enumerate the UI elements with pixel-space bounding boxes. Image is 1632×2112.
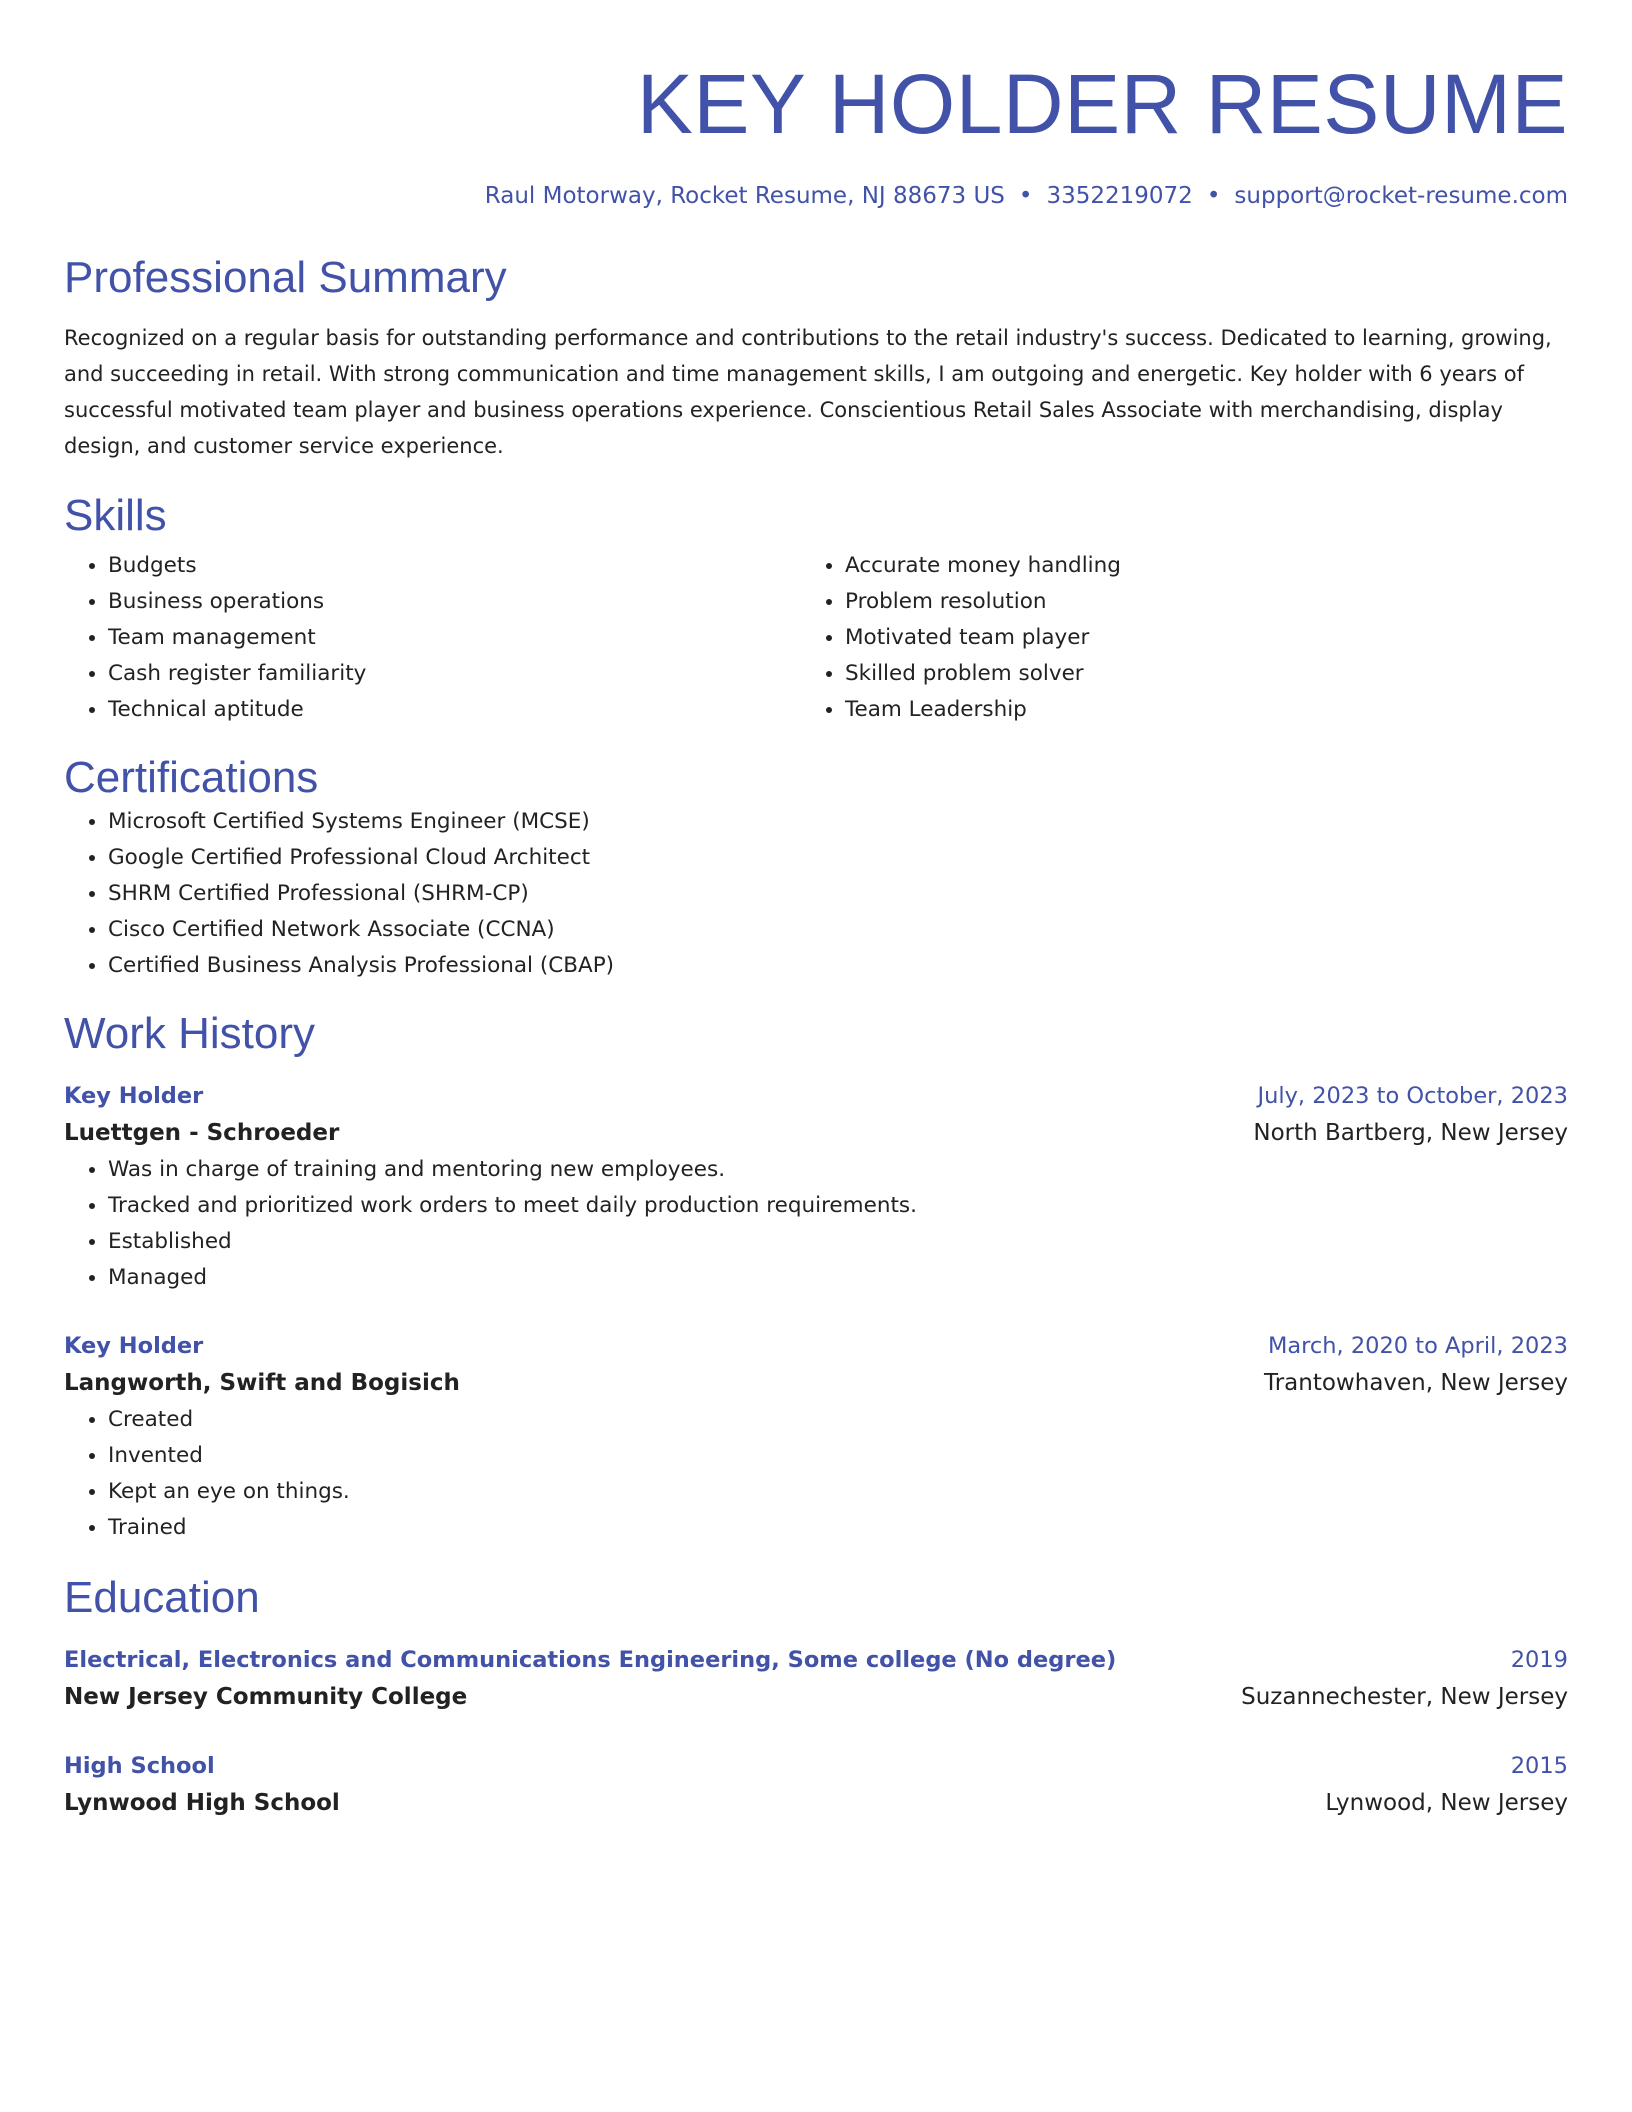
contact-phone: 3352219072	[1046, 183, 1193, 209]
job-employer: Luettgen - Schroeder	[64, 1120, 340, 1146]
contact-email: support@rocket-resume.com	[1234, 183, 1568, 209]
summary-heading: Professional Summary	[64, 253, 507, 302]
certification-item: • Cisco Certified Network Associate (CCNA)	[108, 912, 1568, 948]
skill-item: • Business operations	[108, 584, 801, 620]
job-header-row	[64, 1328, 1568, 1364]
skill-item: • Technical aptitude	[108, 692, 801, 728]
job-employer-row	[64, 1114, 1568, 1152]
job-duty: • Kept an eye on things.	[108, 1474, 1568, 1510]
job-duty: • Trained	[108, 1510, 1568, 1546]
education-location: Lynwood, New Jersey	[1325, 1790, 1568, 1816]
education-school-row	[64, 1784, 1568, 1822]
job-location: North Bartberg, New Jersey	[1253, 1120, 1568, 1146]
certifications-heading: Certifications	[64, 753, 319, 802]
education-header-row	[64, 1748, 1568, 1784]
summary-section	[64, 252, 1568, 464]
job-entry	[64, 1328, 1568, 1546]
skill-item: • Problem resolution	[845, 584, 1538, 620]
skill-item: • Team management	[108, 620, 801, 656]
summary-text: Recognized on a regular basis for outstanding performance and contributions to the retail industry's success. Dedicated to learning, growing, and succeeding in retail. With strong communication and time management skills, I am outgoing and energetic. Key holder with 6 years of successful motivated team player and business operations experience. Conscientious Retail Sales Associate with merchandising, display design, and customer service experience.	[64, 326, 1552, 458]
job-duty: • Established	[108, 1224, 1568, 1260]
skills-list-left	[64, 548, 801, 728]
skills-column-right	[801, 548, 1538, 728]
job-location: Trantowhaven, New Jersey	[1264, 1370, 1568, 1396]
certification-item: • Google Certified Professional Cloud Architect	[108, 840, 1568, 876]
contact-address: Raul Motorway, Rocket Resume, NJ 88673 US	[484, 183, 1005, 209]
job-role: Key Holder	[64, 1333, 204, 1359]
skill-item: • Skilled problem solver	[845, 656, 1538, 692]
job-duties-list	[64, 1152, 1568, 1296]
certifications-list	[64, 804, 1568, 984]
skills-heading: Skills	[64, 491, 167, 540]
skills-columns	[64, 548, 1568, 728]
contact-separator: •	[1206, 183, 1221, 209]
skill-item: • Budgets	[108, 548, 801, 584]
job-duty: • Invented	[108, 1438, 1568, 1474]
job-entry	[64, 1078, 1568, 1296]
job-duties-list	[64, 1402, 1568, 1546]
skills-list-right	[801, 548, 1538, 728]
education-year: 2015	[1510, 1753, 1568, 1779]
job-header-row	[64, 1078, 1568, 1114]
job-role: Key Holder	[64, 1083, 204, 1109]
job-duty: • Tracked and prioritized work orders to meet daily production requirements.	[108, 1188, 1568, 1224]
education-heading: Education	[64, 1573, 260, 1622]
job-duty: • Managed	[108, 1260, 1568, 1296]
job-duty: • Created	[108, 1402, 1568, 1438]
skill-item: • Team Leadership	[845, 692, 1538, 728]
certification-item: • SHRM Certified Professional (SHRM-CP)	[108, 876, 1568, 912]
education-year: 2019	[1510, 1647, 1568, 1673]
skill-item: • Motivated team player	[845, 620, 1538, 656]
work-history-heading: Work History	[64, 1009, 315, 1058]
contact-line	[64, 180, 1568, 212]
skills-section	[64, 490, 1568, 728]
skill-item: • Accurate money handling	[845, 548, 1538, 584]
contact-separator: •	[1018, 183, 1033, 209]
job-dates: July, 2023 to October, 2023	[1257, 1083, 1568, 1109]
education-school: New Jersey Community College	[64, 1684, 468, 1710]
job-duty: • Was in charge of training and mentoring new employees.	[108, 1152, 1568, 1188]
skills-column-left	[64, 548, 801, 728]
work-history-section	[64, 1008, 1568, 1546]
education-degree: Electrical, Electronics and Communications Engineering, Some college (No degree)	[64, 1647, 1117, 1673]
education-entry	[64, 1748, 1568, 1822]
resume-header	[64, 0, 1568, 212]
certification-item: • Certified Business Analysis Professional (CBAP)	[108, 948, 1568, 984]
education-location: Suzannechester, New Jersey	[1241, 1684, 1568, 1710]
education-header-row	[64, 1642, 1568, 1678]
job-dates: March, 2020 to April, 2023	[1267, 1333, 1568, 1359]
education-school-row	[64, 1678, 1568, 1716]
resume-title: KEY HOLDER RESUME	[636, 57, 1568, 151]
education-entry	[64, 1642, 1568, 1716]
education-school: Lynwood High School	[64, 1790, 340, 1816]
job-employer-row	[64, 1364, 1568, 1402]
skill-item: • Cash register familiarity	[108, 656, 801, 692]
education-section	[64, 1572, 1568, 1822]
certifications-section	[64, 752, 1568, 984]
job-employer: Langworth, Swift and Bogisich	[64, 1370, 460, 1396]
certification-item: • Microsoft Certified Systems Engineer (MCSE)	[108, 804, 1568, 840]
education-degree: High School	[64, 1753, 215, 1779]
